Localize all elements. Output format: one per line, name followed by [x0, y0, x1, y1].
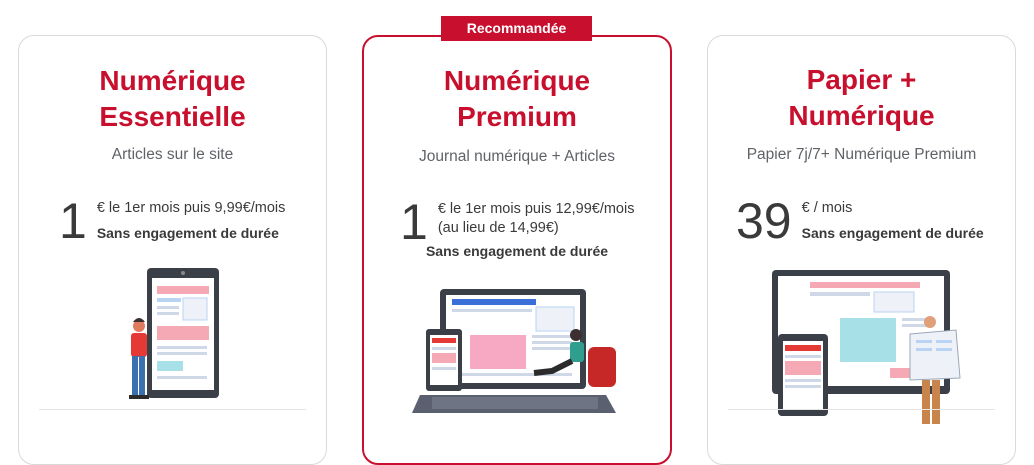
plan-subtitle: Papier 7j/7+ Numérique Premium: [746, 146, 977, 163]
price-block: [736, 193, 984, 249]
plan-subtitle: Journal numérique + Articles: [418, 148, 615, 165]
price-detail: € / mois: [801, 200, 853, 216]
price-amount: 39: [736, 193, 792, 249]
card-divider: [39, 409, 306, 410]
card-divider: [728, 409, 995, 410]
price-detail: € le 1er mois puis 12,99€/mois: [437, 201, 635, 217]
plan-title: Papier + Numérique: [788, 64, 935, 131]
recommended-badge: Recommandée: [441, 16, 592, 41]
plan-title: Numérique Premium: [443, 65, 591, 132]
newspaper-reader-illustration: [770, 268, 970, 428]
price-block: [59, 193, 286, 249]
engagement-text: Sans engagement de durée: [801, 225, 984, 241]
price-amount: 1: [400, 194, 428, 250]
smartphone-reader-illustration: [119, 266, 229, 401]
engagement-text: Sans engagement de durée: [96, 225, 279, 241]
price-original: (au lieu de 14,99€): [437, 220, 559, 236]
price-detail: € le 1er mois puis 9,99€/mois: [96, 200, 286, 216]
plan-card-papier-numerique[interactable]: [707, 35, 1016, 465]
plan-title: Numérique Essentielle: [99, 65, 246, 132]
plan-card-numerique-essentielle[interactable]: [18, 35, 327, 465]
engagement-text: Sans engagement de durée: [425, 243, 609, 259]
plan-subtitle: Articles sur le site: [111, 146, 234, 163]
price-amount: 1: [59, 193, 87, 249]
price-block: [400, 194, 635, 250]
plan-card-numerique-premium[interactable]: [362, 35, 672, 465]
laptop-tablet-reader-illustration: [412, 285, 632, 420]
